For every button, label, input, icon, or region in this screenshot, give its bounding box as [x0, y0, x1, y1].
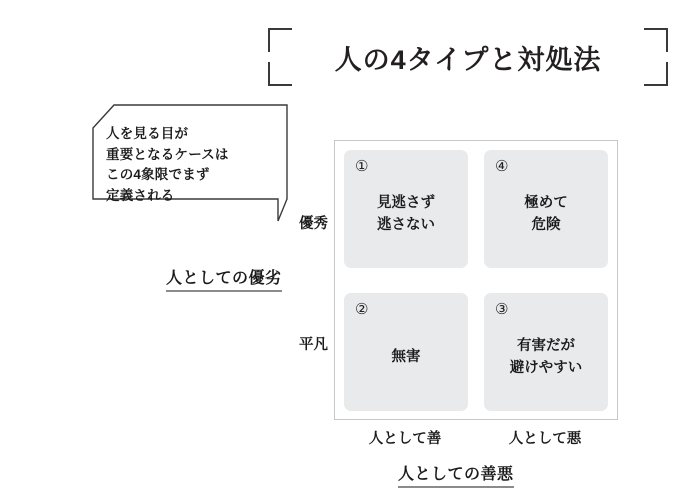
quadrant-cell-1[interactable]: [344, 150, 468, 268]
x-axis-label-left: 人として善: [368, 431, 442, 447]
quadrant-label-3-line-2: 避けやすい: [509, 360, 583, 376]
quadrant-label-2: [344, 293, 468, 411]
quadrant-cell-4[interactable]: [484, 150, 608, 268]
quadrant-label-4: [484, 150, 608, 268]
quadrant-label-2-line-1: 無害: [391, 349, 421, 366]
quadrant-number-3: ③: [495, 301, 509, 318]
quadrant-label-1-line-2: 逃さない: [377, 217, 435, 233]
quadrant-label-4-line-2: 危険: [531, 217, 561, 233]
callout-text: [106, 124, 276, 206]
quadrant-label-1: [344, 150, 468, 268]
quadrant-cell-2[interactable]: [344, 293, 468, 411]
quadrant-label-3-line-1: 有害だが: [517, 338, 575, 355]
quadrant-matrix: [334, 140, 618, 420]
title-block: [268, 28, 668, 86]
page-title: 人の4タイプと対処法: [334, 44, 602, 75]
y-axis-label-low: 平凡: [299, 337, 328, 353]
callout-line-3: この4象限でまず: [106, 167, 210, 183]
x-axis-label-right: 人として悪: [508, 431, 582, 447]
callout-line-1: 人を見る目が: [106, 126, 189, 141]
y-axis-title: 人としての優劣: [166, 265, 282, 292]
y-axis-label-high: 優秀: [299, 216, 328, 232]
quadrant-number-1: ①: [355, 158, 369, 175]
x-axis-title: 人としての善悪: [398, 461, 514, 488]
quadrant-label-4-line-1: 極めて: [524, 195, 568, 212]
quadrant-cell-3[interactable]: [484, 293, 608, 411]
callout-line-2: 重要となるケースは: [106, 146, 229, 162]
quadrant-number-2: ②: [355, 301, 369, 318]
quadrant-label-3: [484, 293, 608, 411]
quadrant-label-1-line-1: 見逃さず: [377, 195, 435, 212]
quadrant-number-4: ④: [495, 158, 509, 175]
callout-balloon: [92, 104, 288, 222]
callout-line-4: 定義される: [106, 187, 175, 203]
